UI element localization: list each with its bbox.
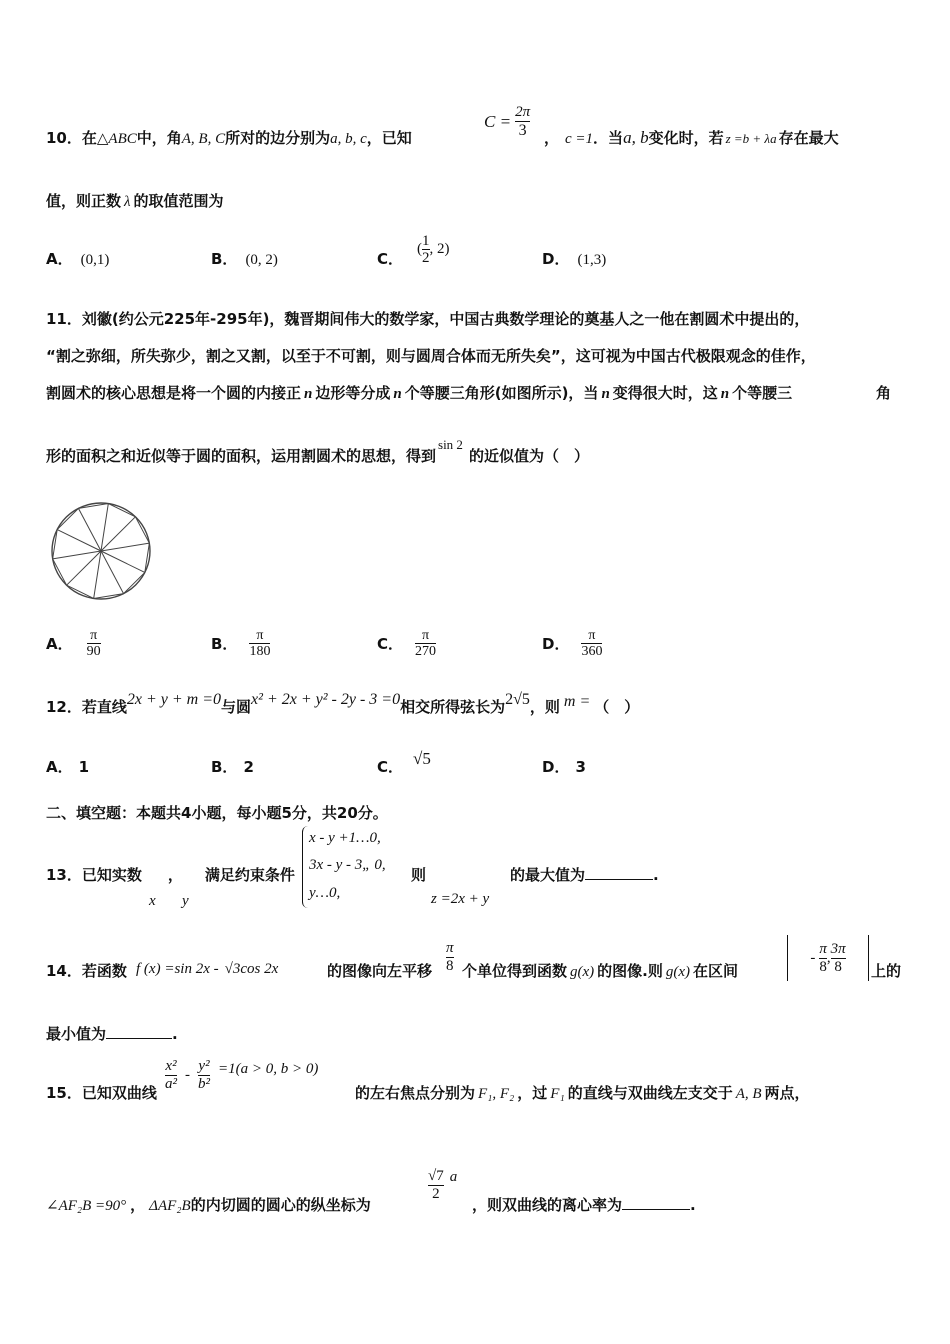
spoke-line	[101, 504, 108, 551]
frac-num: π	[421, 628, 430, 643]
spoke-line	[57, 530, 101, 551]
frac-num: y²	[198, 1058, 210, 1074]
q14-interval	[787, 935, 869, 981]
q11-text: 割圆术的核心思想是将一个圆的内接正	[46, 384, 302, 402]
option-paren: , 2)	[429, 241, 450, 257]
q12-circle-eq: x² + 2x + y² - 2y - 3 =0	[251, 691, 401, 708]
q15-triangle: ΔAF₂B	[149, 1198, 191, 1214]
option-label: D．	[542, 635, 570, 654]
option-value: (0,1)	[80, 252, 110, 268]
q10-text: 中，角	[136, 129, 182, 147]
q14-sqrt3: √3	[224, 961, 241, 977]
q13-text: 满足约束条件	[204, 866, 295, 884]
interval-upper	[831, 941, 846, 975]
q12-text: 相交所得弦长为	[400, 698, 506, 716]
q10-ab: a, b	[623, 128, 649, 147]
q11-option-b	[211, 628, 270, 660]
frac-num: π	[90, 628, 98, 643]
q12-option-d	[542, 756, 586, 777]
q10-text: 存在最大	[778, 129, 839, 147]
q14-end: .	[172, 1025, 178, 1043]
q13-z: z =2x + y	[431, 891, 490, 907]
q15-text: 两点，	[764, 1084, 810, 1102]
frac-num: √7	[428, 1168, 444, 1184]
q12-number: 12．若直线	[46, 698, 127, 716]
frac-den: 8	[834, 958, 842, 975]
q11-text: 形的面积之和近似等于圆的面积，运用割圆术的思想，得到	[46, 447, 437, 465]
q10-lambda: λ	[124, 194, 131, 210]
q10-text: 值，则正数	[46, 192, 122, 210]
q14-text: 最小值为	[46, 1025, 107, 1043]
q11-text: 边形等分成	[315, 384, 391, 402]
spoke-line	[101, 551, 124, 594]
q14-text: 上的	[871, 962, 902, 980]
q11-sin2: sin 2	[438, 437, 463, 452]
inscribed-polygon-figure	[48, 500, 154, 602]
q15-ycoord	[428, 1168, 457, 1202]
q10-text: ，已知	[366, 129, 412, 147]
option-paren: (	[417, 241, 423, 257]
q14-g: g(x)	[570, 964, 595, 980]
q10-c-value: c =1	[565, 131, 594, 147]
q13-text: 则	[411, 866, 427, 884]
option-value: (0, 2)	[245, 252, 278, 268]
q15-foci: F₁, F₂	[478, 1086, 515, 1102]
q10-c-fraction	[515, 104, 530, 139]
answer-blank[interactable]	[622, 1197, 690, 1210]
frac-den: 360	[581, 644, 603, 660]
q12-option-c	[377, 749, 431, 777]
q10-angle-c	[484, 104, 530, 139]
q14-line1b	[462, 960, 738, 981]
q13-number: 13．已知实数	[46, 866, 142, 884]
frac-num: 1	[422, 232, 430, 249]
q11-option-c	[377, 628, 436, 660]
q10-text: 所对的边分别为	[225, 129, 331, 147]
q14-shift-fraction	[446, 940, 454, 974]
q11-line4	[46, 437, 589, 466]
q14-text: 的图像.则	[597, 962, 663, 980]
q15-text: ，则双曲线的离心率为	[472, 1196, 623, 1214]
frac-den: 8	[446, 957, 454, 974]
q11-n: n	[601, 386, 610, 402]
q13-y: y	[182, 893, 189, 909]
option-label: D．	[542, 758, 570, 776]
option-label: D．	[542, 250, 570, 268]
q15-text: 的内切圆的圆心的纵坐标为	[190, 1196, 371, 1214]
option-value: √5	[413, 749, 431, 768]
q15-line1b	[355, 1082, 810, 1103]
q15-y-frac	[198, 1058, 210, 1092]
interval-comma: ,	[826, 949, 831, 966]
q10-number: 10．在	[46, 129, 97, 147]
q13-text: ，	[167, 866, 183, 884]
frac-num: x²	[165, 1058, 177, 1074]
q11-text: 个等腰三	[732, 384, 793, 402]
q13-x: x	[149, 893, 156, 909]
frac-den: 270	[415, 644, 437, 660]
frac-den: 8	[819, 958, 827, 975]
option-fraction	[249, 628, 270, 660]
q10-option-c	[377, 230, 450, 269]
q10-angles: A, B, C	[181, 131, 226, 147]
q11-line3-end: 角	[876, 384, 892, 402]
q11-line2: “割之弥细，所失弥少，割之又割，以至于不可割，则与圆周合体而无所失矣”，这可视为中国古代极限观念的佳作，	[46, 347, 816, 365]
q10-z-expr: z =b + λa	[725, 131, 777, 146]
q14-line2	[46, 1023, 178, 1044]
q10-c-lhs: C =	[484, 111, 512, 131]
answer-blank[interactable]	[106, 1026, 172, 1039]
option-label: C．	[377, 758, 404, 776]
option-label: C．	[377, 250, 404, 268]
q15-x-frac	[165, 1058, 177, 1092]
option-label: A．	[46, 635, 73, 654]
q13-end: .	[653, 866, 659, 884]
q11-n: n	[393, 386, 402, 402]
option-label: B．	[211, 758, 238, 776]
option-value: 3	[575, 758, 586, 776]
frac-num: π	[256, 628, 264, 643]
frac-den: a²	[165, 1075, 177, 1092]
option-fraction	[581, 628, 602, 660]
q11-line3	[46, 382, 792, 403]
q15-line2b	[472, 1194, 696, 1215]
frac-den: b²	[198, 1075, 210, 1092]
q15-ycoord-frac	[428, 1168, 444, 1202]
frac-num: π	[819, 941, 827, 957]
section-heading: 二、填空题：本题共4小题，每小题5分，共20分。	[46, 804, 388, 822]
q15-condition: =1(a > 0, b > 0)	[218, 1060, 319, 1077]
q13-constraint-2: 3x - y - 3„ 0,	[309, 857, 386, 873]
q14-number: 14．若函数	[46, 962, 127, 980]
q12-option-b	[211, 756, 254, 777]
spoke-line	[94, 551, 101, 598]
q12-text: （ ）	[594, 698, 640, 716]
q10-c-num: 2π	[515, 104, 531, 120]
q14-text: 在区间	[693, 962, 739, 980]
option-label: A．	[46, 250, 73, 268]
spoke-line	[101, 551, 145, 572]
q15-text: 的直线与双曲线左支交于	[567, 1084, 733, 1102]
q15-minus: -	[185, 1066, 190, 1083]
polygon-spokes	[53, 504, 150, 599]
q13-constraint-3: y…0,	[309, 885, 341, 901]
q10-option-d	[542, 248, 606, 269]
frac-den: 90	[86, 644, 101, 660]
answer-blank[interactable]	[585, 867, 653, 880]
option-fraction	[415, 628, 436, 660]
option-label: A．	[46, 758, 73, 776]
option-value: (1,3)	[577, 252, 607, 268]
q15-ab: A, B	[735, 1086, 762, 1102]
q12-chord: 2√5	[505, 691, 530, 708]
option-fraction	[422, 233, 430, 267]
q10-option-b	[211, 248, 278, 269]
q11-option-a	[46, 628, 101, 660]
q10-sides: a, b, c	[330, 131, 367, 147]
q13-text: 的最大值为	[510, 866, 586, 884]
q10-line1b	[544, 127, 839, 148]
q14-shift	[446, 940, 454, 974]
option-value: 1	[78, 758, 90, 776]
frac-num: π	[588, 628, 596, 643]
option-fraction	[87, 628, 101, 660]
q11-option-d	[542, 628, 602, 660]
q12-line	[46, 691, 640, 717]
q15-hyperbola	[165, 1058, 318, 1092]
q10-line2	[46, 190, 224, 211]
q12-option-a	[46, 756, 89, 777]
q15-number: 15．已知双曲线	[46, 1084, 157, 1102]
q10-text: ．当	[593, 129, 624, 147]
q10-c-den: 3	[518, 121, 527, 139]
q11-text: 个等腰三角形(如图所示)，当	[404, 384, 599, 402]
frac-den: 2	[432, 1185, 440, 1202]
q11-line1: 11．刘徽(约公元225年-295年)，魏晋期间伟大的数学家，中国古典数学理论的奠基人之一他在割圆术中提出的，	[46, 310, 810, 328]
q10-text: 的取值范围为	[133, 192, 224, 210]
q15-text: 的左右焦点分别为	[355, 1084, 476, 1102]
q15-line2	[46, 1194, 371, 1215]
option-label: B．	[211, 250, 238, 268]
q15-angle: ∠AF₂B =90°	[46, 1198, 127, 1214]
spoke-line	[78, 508, 101, 551]
frac-den: 2	[422, 250, 430, 266]
q14-cos: cos 2x	[240, 961, 279, 977]
q15-f1: F₁	[550, 1086, 565, 1102]
q15-text: ，	[130, 1196, 146, 1214]
q11-n: n	[304, 386, 313, 402]
option-value: 2	[243, 758, 254, 776]
q10-triangle: △ABC	[96, 131, 137, 147]
frac-den: 180	[249, 644, 271, 660]
q12-text: ，则	[529, 698, 560, 716]
q14-g: g(x)	[665, 964, 691, 980]
option-label: B．	[211, 635, 238, 654]
frac-num: π	[446, 940, 454, 956]
frac-num: 3π	[830, 941, 846, 957]
q10-line1	[46, 127, 412, 148]
q11-text: 的近似值为（ ）	[468, 447, 589, 465]
q10-text: ，	[544, 129, 560, 147]
q11-n: n	[720, 386, 730, 402]
q15-a: a	[449, 1168, 458, 1185]
q12-line-eq: 2x + y + m =0	[126, 691, 222, 708]
q15-end: .	[690, 1196, 696, 1214]
q14-text: 个单位得到函数	[462, 962, 568, 980]
option-label: C．	[377, 635, 404, 654]
interval-lower	[819, 941, 827, 975]
q11-text: 变得很大时，这	[612, 384, 718, 402]
q12-text: 与圆	[221, 698, 252, 716]
q10-option-a	[46, 248, 109, 269]
q13-line	[46, 864, 295, 885]
q14-f	[136, 961, 278, 978]
q13-answer	[510, 864, 659, 885]
q15-text: ，过	[517, 1084, 548, 1102]
interval-minus: -	[810, 949, 816, 966]
q10-text: 变化时，若	[648, 129, 724, 147]
q13-constraint-1: x - y +1…0,	[309, 830, 381, 846]
q14-text: 的图像向左平移	[327, 962, 433, 980]
q14-f-expr: f (x) =sin 2x -	[136, 961, 219, 977]
q12-m: m =	[563, 693, 591, 710]
